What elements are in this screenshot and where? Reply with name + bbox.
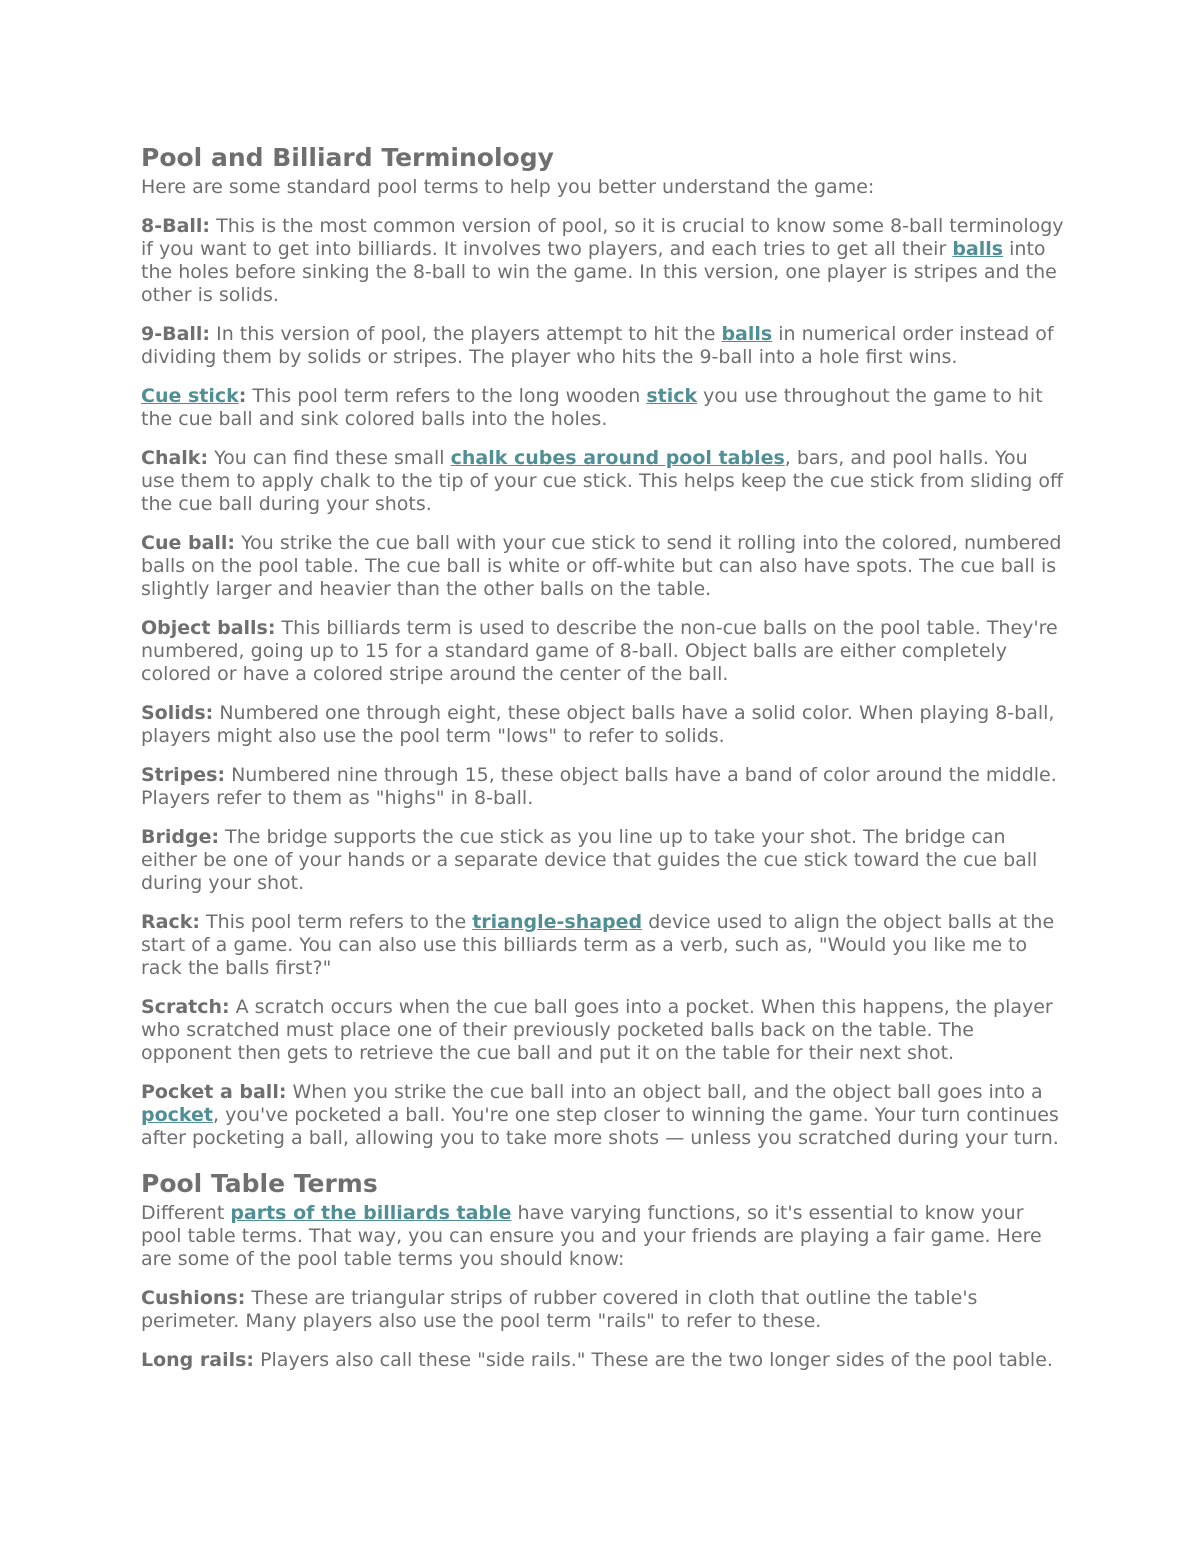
term-cushions: Cushions: These are triangular strips of rubber covered in cloth that outline the table's perimeter. Many players also use the pool term "rails" to refer to these. — [141, 1287, 978, 1332]
term-cue-stick: Cue stick: This pool term refers to the long wooden stick you use throughout the game to hit the cue ball and sink colored balls into the holes. — [141, 385, 1043, 430]
term-label: Rack: — [141, 911, 200, 933]
term-label: Solids: — [141, 702, 214, 724]
term-label: Chalk: — [141, 447, 209, 469]
term-label: Long rails: — [141, 1349, 255, 1371]
balls-link[interactable]: balls — [952, 238, 1004, 260]
term-label: Object balls: — [141, 617, 276, 639]
term-colon: : — [238, 385, 247, 407]
term-label: Cushions: — [141, 1287, 246, 1309]
section-title-pool-table-terms: Pool Table Terms — [141, 1169, 378, 1198]
section2-intro: Different parts of the billiards table have varying functions, so it's essential to know your pool table terms. That way, you can ensure you and your friends are playing a fair game. Here are some of the pool table terms you should know: — [141, 1202, 1042, 1270]
triangle-shaped-link[interactable]: triangle-shaped — [472, 911, 643, 933]
document-page — [141, 140, 1066, 1388]
term-label: 9-Ball: — [141, 323, 211, 345]
balls-link[interactable]: balls — [721, 323, 773, 345]
term-bridge: Bridge: The bridge supports the cue stick as you line up to take your shot. The bridge can either be one of your hands or a separate device that guides the cue stick toward the cue ball during your shot. — [141, 826, 1038, 894]
pocket-link[interactable]: pocket — [141, 1104, 214, 1126]
term-8-ball: 8-Ball: This is the most common version of pool, so it is crucial to know some 8-ball terminology if you want to get into billiards. It involves two players, and each tries to get all their balls into the holes before sinking the 8-ball to win the game. In this version, one player is stripes and the other is solids. — [141, 215, 1064, 306]
term-rack: Rack: This pool term refers to the triangle-shaped device used to align the object balls at the start of a game. You can also use this billiards term as a verb, such as, "Would you like me to rack the balls first?" — [141, 911, 1055, 979]
term-stripes: Stripes: Numbered nine through 15, these object balls have a band of color around the middle. Players refer to them as "highs" in 8-ball. — [141, 764, 1057, 809]
term-pocket-a-ball: Pocket a ball: When you strike the cue ball into an object ball, and the object ball goes into a pocket, you've pocketed a ball. You're one step closer to winning the game. Your turn continues after pocketing a ball, allowing you to take more shots — unless you scratched during your turn. — [141, 1081, 1059, 1149]
parts-of-table-link[interactable]: parts of the billiards table — [230, 1202, 512, 1224]
term-9-ball: 9-Ball: In this version of pool, the players attempt to hit the balls in numerical order instead of dividing them by solids or stripes. The player who hits the 9-ball into a hole first wins. — [141, 323, 1054, 368]
term-chalk: Chalk: You can find these small chalk cubes around pool tables, bars, and pool halls. You use them to apply chalk to the tip of your cue stick. This helps keep the cue stick from sliding off the cue ball during your shots. — [141, 447, 1064, 515]
page-title: Pool and Billiard Terminology — [141, 143, 554, 172]
term-object-balls: Object balls: This billiards term is used to describe the non-cue balls on the pool table. They're numbered, going up to 15 for a standard game of 8-ball. Object balls are either completely colored or have a colored stripe around the center of the ball. — [141, 617, 1058, 685]
intro-paragraph: Here are some standard pool terms to help you better understand the game: — [141, 176, 875, 198]
term-label: Pocket a ball: — [141, 1081, 287, 1103]
term-label: Scratch: — [141, 996, 230, 1018]
cue-stick-link[interactable]: Cue stick — [141, 385, 239, 407]
term-long-rails: Long rails: Players also call these "side rails." These are the two longer sides of the pool table. — [141, 1349, 1053, 1371]
stick-link[interactable]: stick — [646, 385, 698, 407]
term-label: Bridge: — [141, 826, 220, 848]
term-cue-ball: Cue ball: You strike the cue ball with your cue stick to send it rolling into the colored, numbered balls on the pool table. The cue ball is white or off-white but can also have spots. The cue ball is slightly larger and heavier than the other balls on the table. — [141, 532, 1062, 600]
term-label: Stripes: — [141, 764, 226, 786]
chalk-cubes-link[interactable]: chalk cubes around pool tables — [450, 447, 785, 469]
term-label: Cue ball: — [141, 532, 236, 554]
term-scratch: Scratch: A scratch occurs when the cue ball goes into a pocket. When this happens, the player who scratched must place one of their previously pocketed balls back on the table. The opponent then gets to retrieve the cue ball and put it on the table for their next shot. — [141, 996, 1053, 1064]
term-solids: Solids: Numbered one through eight, these object balls have a solid color. When playing 8-ball, players might also use the pool term "lows" to refer to solids. — [141, 702, 1055, 747]
term-label: 8-Ball: — [141, 215, 211, 237]
